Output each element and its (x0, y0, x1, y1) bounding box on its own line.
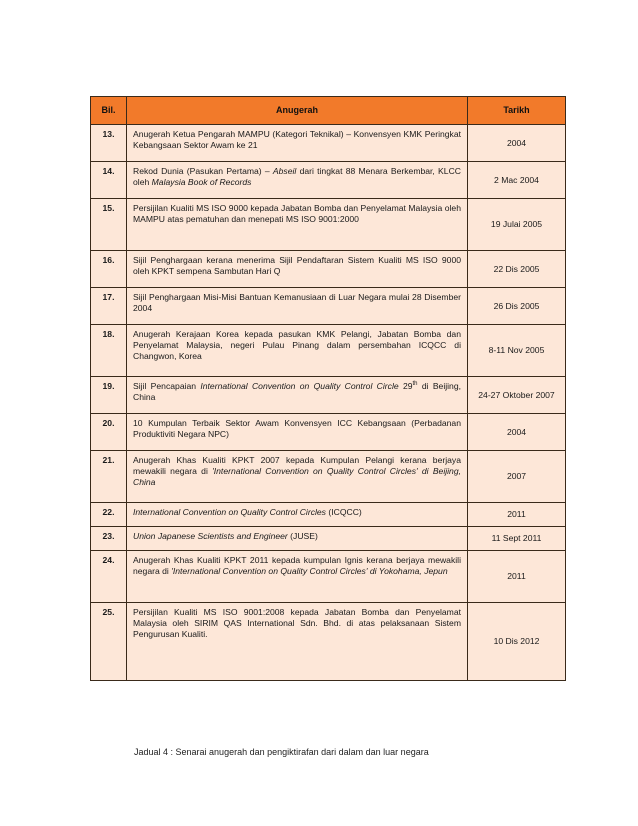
award-text: 'International Convention on Quality Control Circles' di Beijing, China (133, 466, 461, 487)
row-number: 23. (91, 527, 127, 551)
date-cell: 2011 (468, 551, 566, 603)
table-row (91, 527, 566, 551)
award-text: 29 (398, 381, 413, 391)
date-cell: 2004 (468, 125, 566, 162)
award-cell (127, 125, 468, 162)
award-text: Abseil (272, 166, 297, 176)
table-row (91, 377, 566, 414)
award-text: Persijilan Kualiti MS ISO 9001:2008 kepada Jabatan Bomba dan Penyelamat Malaysia oleh SIRIM QAS International Sdn. Bhd. di atas pelaksanaan Sistem Pengurusan Kualiti. (133, 607, 461, 639)
table-row (91, 199, 566, 251)
award-cell (127, 414, 468, 451)
row-number: 21. (91, 451, 127, 503)
award-text: Malaysia Book of Records (151, 177, 252, 187)
award-cell (127, 551, 468, 603)
row-number: 20. (91, 414, 127, 451)
award-text: Sijil Pencapaian (133, 381, 201, 391)
row-number: 16. (91, 251, 127, 288)
table-body (91, 125, 566, 681)
header-award: Anugerah (127, 97, 468, 125)
award-cell (127, 377, 468, 414)
table-row (91, 503, 566, 527)
award-text: 'International Convention on Quality Control Circles' di Yokohama, Jepun (171, 566, 448, 576)
award-text: International Convention on Quality Control Circle (200, 381, 399, 391)
award-text: dari tingkat 88 Menara Berkembar, KLCC oleh (133, 166, 461, 187)
table-row (91, 325, 566, 377)
date-cell: 2 Mac 2004 (468, 162, 566, 199)
award-text: Persijilan Kualiti MS ISO 9000 kepada Jabatan Bomba dan Penyelamat Malaysia oleh MAMPU atas pematuhan dan menepati MS ISO 9001:2000 (133, 203, 461, 224)
award-text: Union Japanese Scientists and Engineer (133, 531, 288, 541)
row-number: 14. (91, 162, 127, 199)
date-cell: 19 Julai 2005 (468, 199, 566, 251)
table-row (91, 162, 566, 199)
award-text: International Convention on Quality Control Circles (133, 507, 326, 517)
table-row (91, 125, 566, 162)
award-cell (127, 288, 468, 325)
award-text: (ICQCC) (325, 507, 362, 517)
row-number: 17. (91, 288, 127, 325)
award-cell (127, 527, 468, 551)
award-cell (127, 251, 468, 288)
table-row (91, 251, 566, 288)
date-cell: 11 Sept 2011 (468, 527, 566, 551)
row-number: 25. (91, 603, 127, 681)
award-cell (127, 162, 468, 199)
award-text: Sijil Penghargaan kerana menerima Sijil Pendaftaran Sistem Kualiti MS ISO 9000 oleh KPKT sempena Sambutan Hari Q (133, 255, 461, 276)
header-date: Tarikh (468, 97, 566, 125)
date-cell: 24-27 Oktober 2007 (468, 377, 566, 414)
award-text: Anugerah Khas Kualiti KPKT 2007 kepada Kumpulan Pelangi kerana berjaya mewakili negara di (133, 455, 461, 476)
date-cell: 26 Dis 2005 (468, 288, 566, 325)
table-header (91, 97, 566, 125)
table-row (91, 551, 566, 603)
award-text: Anugerah Ketua Pengarah MAMPU (Kategori Teknikal) – Konvensyen KMK Peringkat Kebangsaan Sektor Awam ke 21 (133, 129, 461, 150)
award-cell (127, 603, 468, 681)
award-text: Anugerah Khas Kualiti KPKT 2011 kepada kumpulan Ignis kerana berjaya mewakili negara di (133, 555, 461, 576)
date-cell: 2011 (468, 503, 566, 527)
award-text: th (412, 381, 418, 388)
award-text: Sijil Penghargaan Misi-Misi Bantuan Kemanusiaan di Luar Negara mulai 28 Disember 2004 (133, 292, 461, 313)
date-cell: 8-11 Nov 2005 (468, 325, 566, 377)
award-cell (127, 199, 468, 251)
award-text: di Beijing, China (133, 381, 462, 402)
row-number: 24. (91, 551, 127, 603)
award-text: 10 Kumpulan Terbaik Sektor Awam Konvensyen ICC Kebangsaan (Perbadanan Produktiviti Negara NPC) (133, 418, 461, 439)
date-cell: 10 Dis 2012 (468, 603, 566, 681)
table-row (91, 603, 566, 681)
awards-table (90, 96, 566, 681)
header-no: Bil. (91, 97, 127, 125)
row-number: 22. (91, 503, 127, 527)
table-row (91, 414, 566, 451)
row-number: 15. (91, 199, 127, 251)
table-caption: Jadual 4 : Senarai anugerah dan pengiktirafan dari dalam dan luar negara (134, 747, 429, 757)
date-cell: 2004 (468, 414, 566, 451)
table-row (91, 288, 566, 325)
award-cell (127, 325, 468, 377)
award-text: Anugerah Kerajaan Korea kepada pasukan KMK Pelangi, Jabatan Bomba dan Penyelamat Malaysia, negeri Pulau Pinang dalam persembahan ICQCC di Changwon, Korea (133, 329, 461, 361)
row-number: 13. (91, 125, 127, 162)
table-row (91, 451, 566, 503)
award-cell (127, 451, 468, 503)
award-text: (JUSE) (287, 531, 318, 541)
date-cell: 2007 (468, 451, 566, 503)
date-cell: 22 Dis 2005 (468, 251, 566, 288)
row-number: 18. (91, 325, 127, 377)
row-number: 19. (91, 377, 127, 414)
award-cell (127, 503, 468, 527)
award-text: Rekod Dunia (Pasukan Pertama) – (133, 166, 273, 176)
